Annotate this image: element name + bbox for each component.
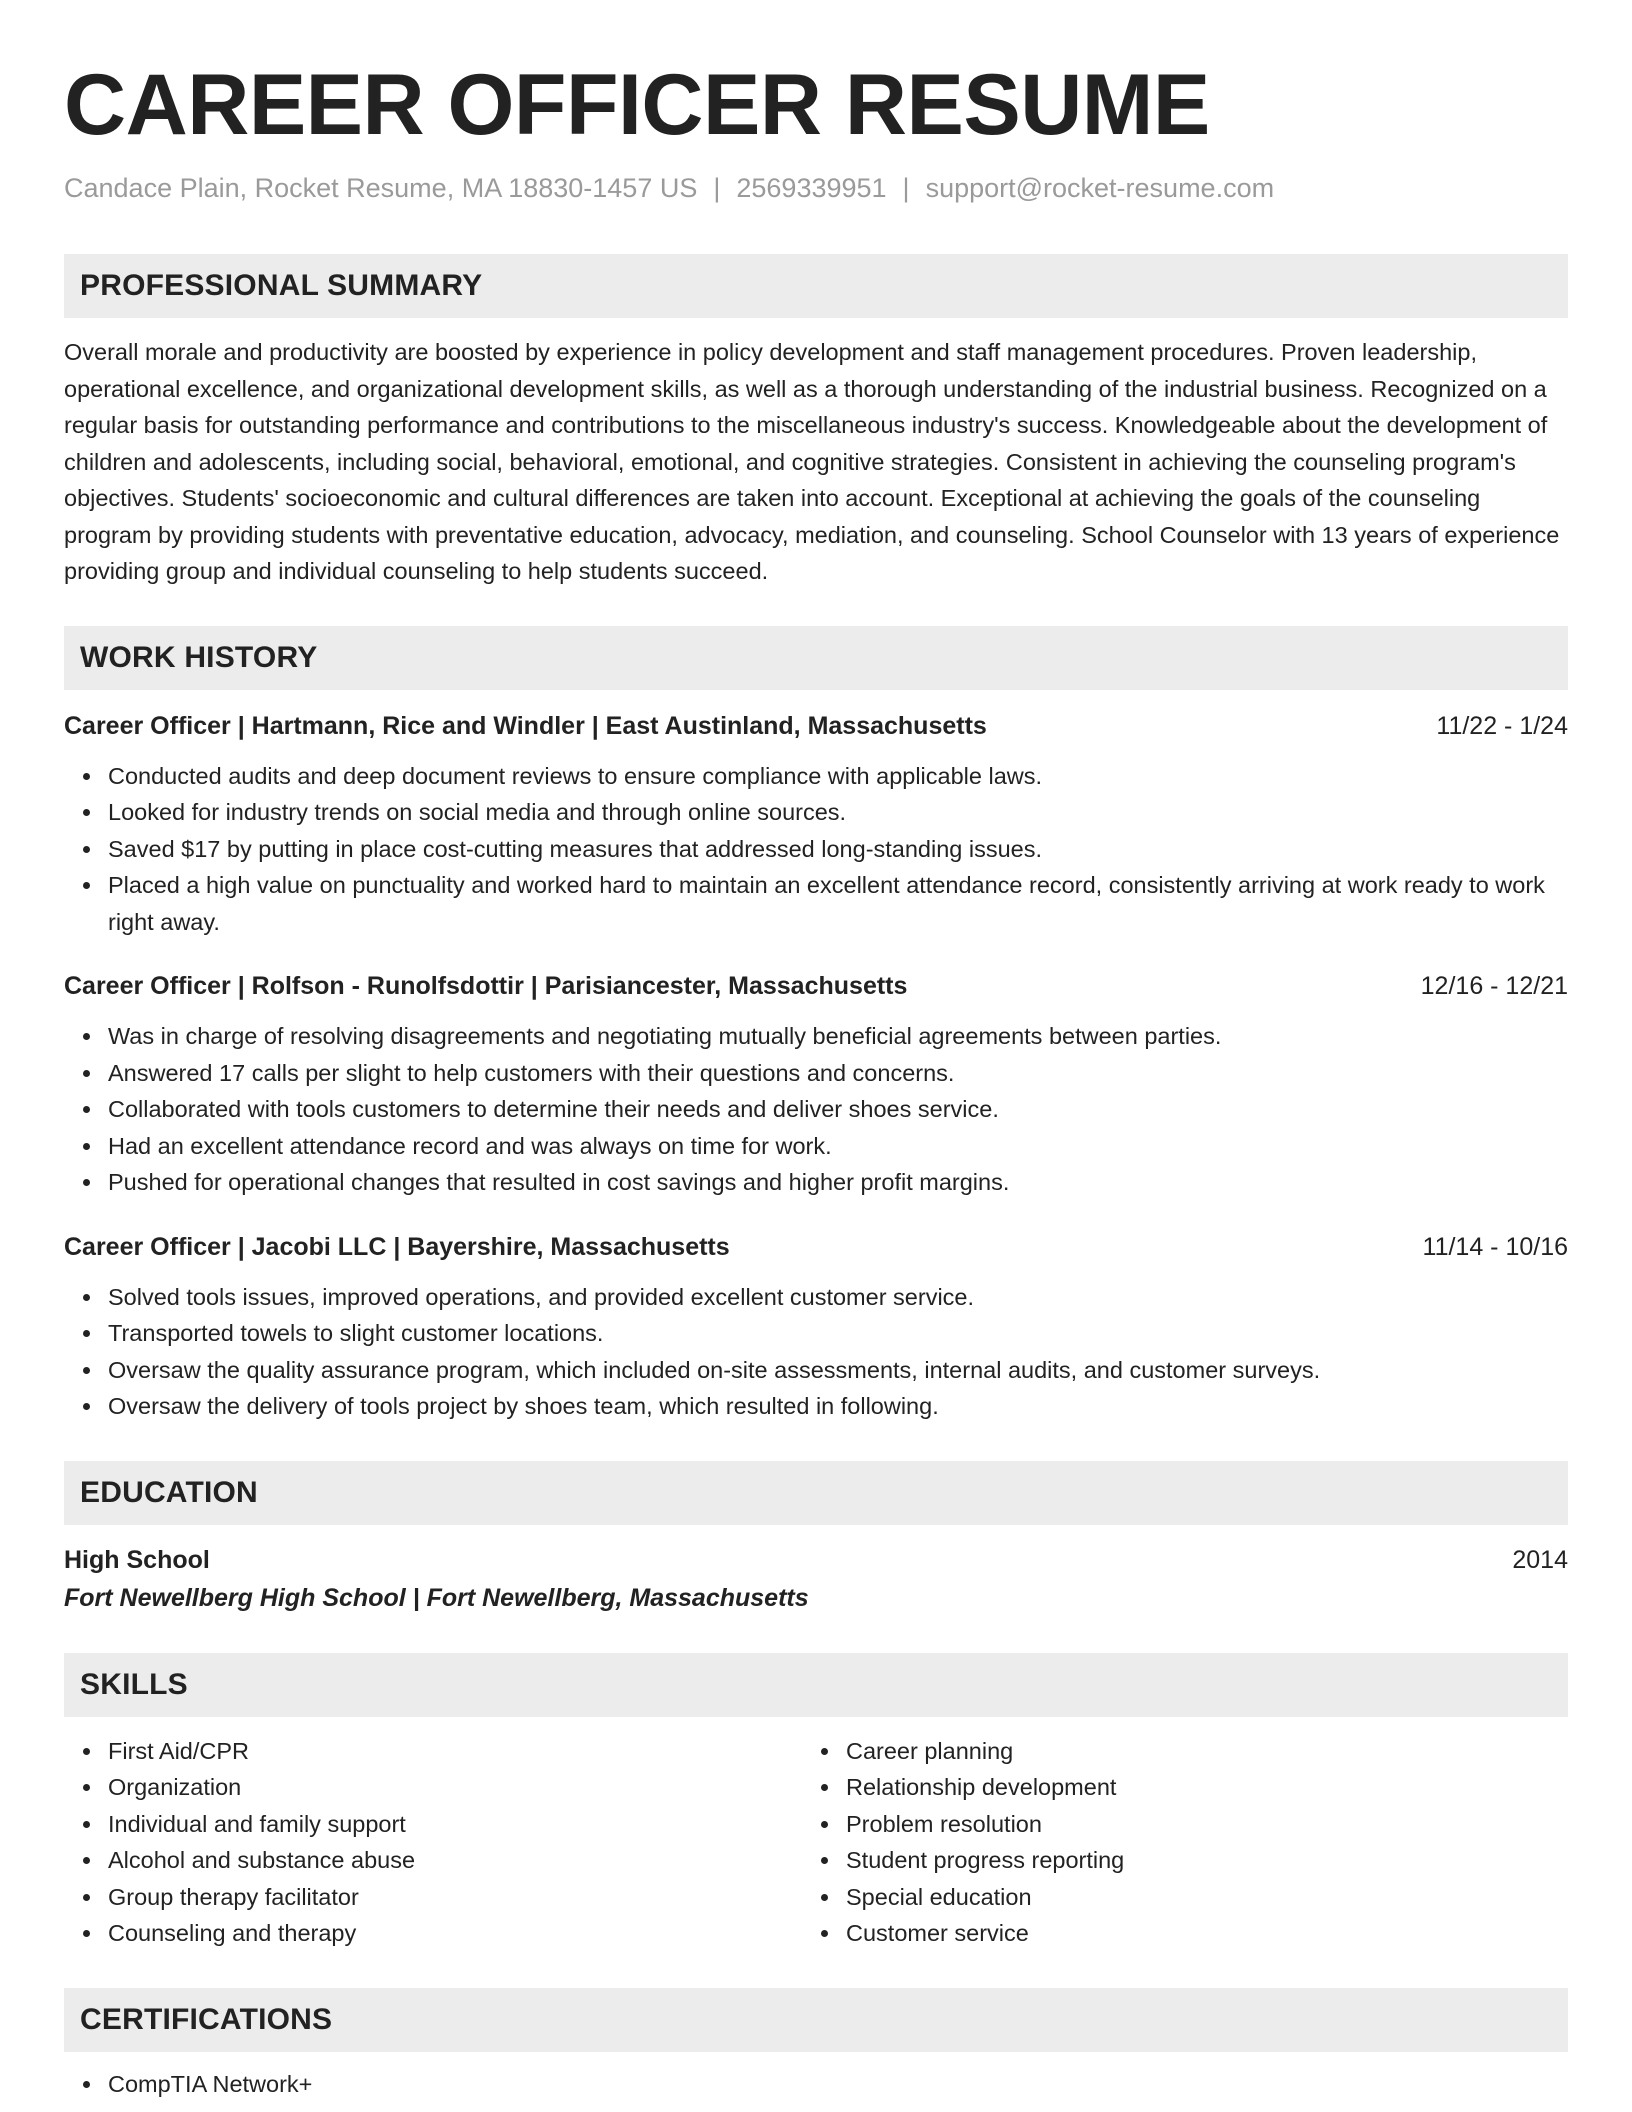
education-degree: High School (64, 1545, 210, 1574)
job-bullet: Transported towels to slight customer locations. (108, 1315, 1568, 1352)
job-dates: 11/14 - 10/16 (1422, 1232, 1568, 1261)
job-header (64, 708, 1568, 744)
job-bullet: Saved $17 by putting in place cost-cutting measures that addressed long-standing issues. (108, 831, 1568, 868)
job-entry (64, 968, 1568, 1201)
job-bullets (64, 758, 1568, 941)
contact-phone: 2569339951 (736, 173, 887, 203)
job-dates: 12/16 - 12/21 (1420, 972, 1568, 1001)
skill-item: Special education (846, 1879, 1540, 1916)
job-bullet: Oversaw the quality assurance program, which included on-site assessments, internal audits, and customer surveys. (108, 1352, 1568, 1389)
skill-item: Group therapy facilitator (108, 1879, 802, 1916)
skill-item: Individual and family support (108, 1806, 802, 1843)
job-bullets (64, 1018, 1568, 1201)
skill-item: Customer service (846, 1915, 1540, 1952)
section-header-work-history: WORK HISTORY (64, 626, 1568, 690)
contact-separator: | (713, 173, 721, 203)
job-header (64, 968, 1568, 1004)
skill-item: Student progress reporting (846, 1842, 1540, 1879)
job-bullet: Solved tools issues, improved operations, and provided excellent customer service. (108, 1279, 1568, 1316)
contact-line (64, 172, 1568, 204)
job-bullet: Answered 17 calls per slight to help customers with their questions and concerns. (108, 1055, 1568, 1092)
section-header-education: EDUCATION (64, 1461, 1568, 1525)
job-bullet: Collaborated with tools customers to determine their needs and deliver shoes service. (108, 1091, 1568, 1128)
skill-item: Alcohol and substance abuse (108, 1842, 802, 1879)
skill-item: First Aid/CPR (108, 1733, 802, 1770)
job-title: Career Officer | Jacobi LLC | Bayershire, Massachusetts (64, 1232, 730, 1261)
job-bullets (64, 1279, 1568, 1425)
job-entry (64, 1229, 1568, 1425)
job-title: Career Officer | Rolfson - Runolfsdottir | Parisiancester, Massachusetts (64, 972, 908, 1001)
certification-item: CompTIA Network+ (108, 2066, 1568, 2103)
skill-item: Relationship development (846, 1769, 1540, 1806)
job-header (64, 1229, 1568, 1265)
job-bullet: Was in charge of resolving disagreements and negotiating mutually beneficial agreements between parties. (108, 1018, 1568, 1055)
resume-title: CAREER OFFICER RESUME (64, 57, 1210, 153)
skills-list-left (64, 1733, 802, 1952)
job-dates: 11/22 - 1/24 (1436, 711, 1568, 740)
skills-grid (64, 1717, 1568, 1952)
section-header-certifications: CERTIFICATIONS (64, 1988, 1568, 2052)
skills-column-right (802, 1717, 1540, 1952)
job-bullet: Placed a high value on punctuality and worked hard to maintain an excellent attendance record, consistently arriving at work ready to work right away. (108, 867, 1568, 940)
job-bullet: Had an excellent attendance record and was always on time for work. (108, 1128, 1568, 1165)
certifications-list (64, 2066, 1568, 2103)
job-bullet: Oversaw the delivery of tools project by shoes team, which resulted in following. (108, 1388, 1568, 1425)
skill-item: Problem resolution (846, 1806, 1540, 1843)
job-bullet: Conducted audits and deep document reviews to ensure compliance with applicable laws. (108, 758, 1568, 795)
job-bullet: Pushed for operational changes that resulted in cost savings and higher profit margins. (108, 1164, 1568, 1201)
contact-address: Candace Plain, Rocket Resume, MA 18830-1457 US (64, 173, 698, 203)
education-school: Fort Newellberg High School | Fort Newellberg, Massachusetts (64, 1583, 809, 1612)
section-header-skills: SKILLS (64, 1653, 1568, 1717)
contact-email: support@rocket-resume.com (925, 173, 1275, 203)
education-year: 2014 (1512, 1545, 1568, 1574)
skill-item: Counseling and therapy (108, 1915, 802, 1952)
skills-column-left (64, 1717, 802, 1952)
education-header (64, 1541, 1568, 1579)
skill-item: Career planning (846, 1733, 1540, 1770)
education-entry (64, 1541, 1568, 1617)
skills-list-right (802, 1733, 1540, 1952)
summary-text: Overall morale and productivity are boosted by experience in policy development and staff management procedures. Proven leadership, operational excellence, and organizational development skills, as well as a thorough understanding of the industrial business. Recognized on a regular basis for outstanding performance and contributions to the miscellaneous industry's success. Knowledgeable about the development of children and adolescents, including social, behavioral, emotional, and cognitive strategies. Consistent in achieving the counseling program's objectives. Students' socioeconomic and cultural differences are taken into account. Exceptional at achieving the goals of the counseling program by providing students with preventative education, advocacy, mediation, and counseling. School Counselor with 13 years of experience providing group and individual counseling to help students succeed. (64, 339, 1560, 585)
contact-separator: | (902, 173, 910, 203)
skill-item: Organization (108, 1769, 802, 1806)
job-bullet: Looked for industry trends on social media and through online sources. (108, 794, 1568, 831)
job-entry (64, 708, 1568, 941)
job-title: Career Officer | Hartmann, Rice and Windler | East Austinland, Massachusetts (64, 711, 987, 740)
section-header-summary: PROFESSIONAL SUMMARY (64, 254, 1568, 318)
